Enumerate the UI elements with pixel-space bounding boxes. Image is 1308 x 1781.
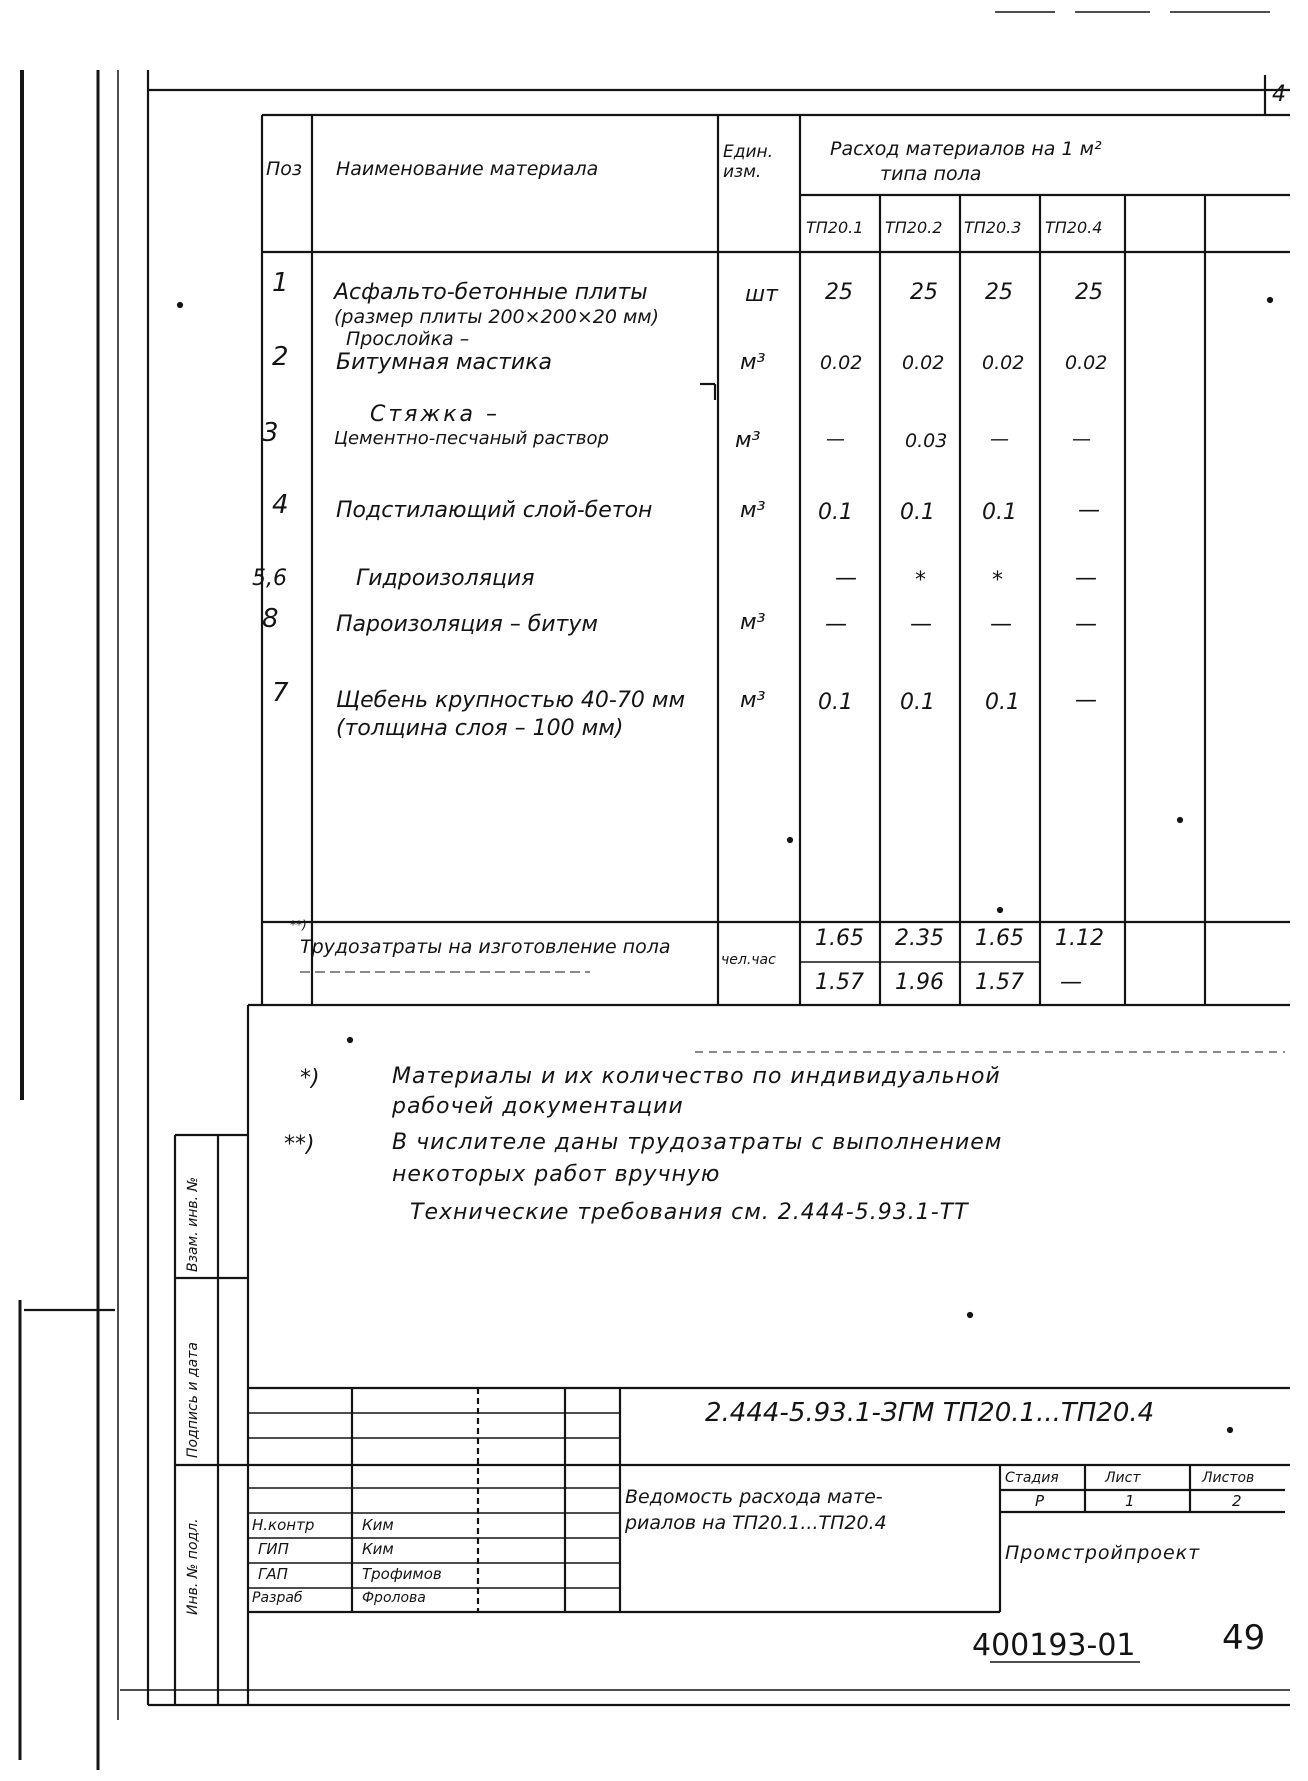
- stage-value: Р: [1035, 1492, 1045, 1510]
- labor-top-1: 1.65: [815, 926, 864, 951]
- labor-top-2: 2.35: [895, 926, 944, 951]
- row-value-3: 0.02: [982, 352, 1025, 374]
- staff-role: Н.контр: [252, 1516, 315, 1534]
- row-name: Гидроизоляция: [356, 566, 535, 591]
- row-value-1: 0.1: [818, 500, 853, 525]
- header-usage: Расход материалов на 1 м²: [830, 138, 1102, 160]
- row-pos: 7: [272, 678, 289, 708]
- row-value-1: —: [835, 566, 857, 591]
- header-unit: Един. изм.: [723, 142, 774, 182]
- row-value-4: 0.02: [1065, 352, 1108, 374]
- staff-name: Фролова: [362, 1590, 426, 1606]
- row-pos: 3: [262, 418, 279, 448]
- row-name: Битумная мастика: [336, 350, 552, 375]
- note-1-line-1: Материалы и их количество по индивидуальной: [392, 1064, 1001, 1089]
- document-title-line-1: Ведомость расхода мате-: [625, 1486, 883, 1508]
- side-label-inv-original: Инв. № подл.: [185, 1518, 201, 1615]
- row-unit: м³: [735, 428, 761, 453]
- side-label-sign-date: Подпись и дата: [185, 1342, 201, 1458]
- staff-name: Ким: [362, 1540, 394, 1558]
- row-name: Щебень крупностью 40-70 мм: [336, 688, 686, 713]
- row-value-4: —: [1072, 428, 1091, 450]
- row-value-3: 25: [985, 280, 1013, 305]
- row-value-3: —: [990, 612, 1012, 637]
- labor-bottom-4: —: [1060, 970, 1082, 995]
- row-name: Подстилающий слой-бетон: [336, 498, 653, 523]
- labor-top-4: 1.12: [1055, 926, 1104, 951]
- row-unit: шт: [745, 282, 778, 307]
- note-2-line-2: некоторых работ вручную: [392, 1162, 721, 1187]
- row-name-2: (размер плиты 200×200×20 мм): [334, 306, 660, 328]
- labor-label: Трудозатраты на изготовление пола: [300, 936, 671, 958]
- note-1-line-2: рабочей документации: [392, 1094, 684, 1119]
- side-label-inv-replacement: Взам. инв. №: [185, 1176, 201, 1272]
- row-value-2: 0.02: [902, 352, 945, 374]
- row-value-3: —: [990, 428, 1009, 450]
- labor-mark: **): [290, 918, 307, 932]
- row-value-2: —: [910, 612, 932, 637]
- row-pos: 2: [272, 342, 289, 372]
- row-name: Асфальто-бетонные плиты: [334, 280, 648, 305]
- row-unit: м³: [740, 350, 766, 375]
- stage-label: Стадия: [1005, 1470, 1059, 1486]
- archive-stamp: 400193-01: [972, 1628, 1136, 1663]
- row-prefix: Стяжка –: [370, 402, 500, 427]
- staff-role: ГИП: [258, 1540, 289, 1558]
- row-value-1: —: [825, 612, 847, 637]
- row-value-2: 25: [910, 280, 938, 305]
- row-name: Цементно-песчаный раствор: [334, 428, 609, 449]
- row-value-1: 0.02: [820, 352, 863, 374]
- header-type-3: ТП20.3: [964, 218, 1022, 237]
- corner-mark: 4: [1272, 82, 1286, 107]
- labor-top-3: 1.65: [975, 926, 1024, 951]
- row-value-4: —: [1078, 498, 1100, 523]
- labor-unit: чел.час: [721, 952, 776, 968]
- row-pos: 4: [272, 490, 289, 520]
- header-name: Наименование материала: [336, 158, 599, 180]
- note-2-line-1: В числителе даны трудозатраты с выполнением: [392, 1130, 1003, 1155]
- row-name: Пароизоляция – битум: [336, 612, 598, 637]
- document-code: 2.444-5.93.1-ЗГМ ТП20.1...ТП20.4: [705, 1398, 1155, 1428]
- note-3: Технические требования см. 2.444-5.93.1-ТТ: [410, 1200, 969, 1225]
- note-2-mark: **): [284, 1132, 315, 1157]
- row-value-3: *: [992, 568, 1003, 593]
- header-type-2: ТП20.2: [885, 218, 943, 237]
- row-unit: м³: [740, 498, 766, 523]
- row-value-3: 0.1: [985, 690, 1020, 715]
- row-value-1: 0.1: [818, 690, 853, 715]
- row-value-4: —: [1075, 688, 1097, 713]
- row-value-2: *: [915, 568, 926, 593]
- row-value-1: 25: [825, 280, 853, 305]
- row-value-4: —: [1075, 566, 1097, 591]
- row-pos: 8: [262, 604, 279, 634]
- row-pos: 5,6: [252, 566, 287, 591]
- note-1-mark: *): [300, 1066, 320, 1091]
- labor-bottom-3: 1.57: [975, 970, 1024, 995]
- page-number: 49: [1222, 1618, 1266, 1658]
- row-value-2: 0.1: [900, 690, 935, 715]
- sheets-label: Листов: [1202, 1470, 1255, 1486]
- row-value-4: 25: [1075, 280, 1103, 305]
- row-value-3: 0.1: [982, 500, 1017, 525]
- labor-bottom-2: 1.96: [895, 970, 944, 995]
- row-value-1: —: [826, 428, 845, 450]
- staff-name: Ким: [362, 1516, 394, 1534]
- organization: Промстройпроект: [1005, 1542, 1201, 1564]
- row-value-2: 0.1: [900, 500, 935, 525]
- row-value-4: —: [1075, 612, 1097, 637]
- labor-bottom-1: 1.57: [815, 970, 864, 995]
- staff-name: Трофимов: [362, 1565, 442, 1583]
- document-title-line-2: риалов на ТП20.1...ТП20.4: [625, 1512, 887, 1534]
- header-pos: Поз: [266, 158, 303, 180]
- sheets-value: 2: [1232, 1492, 1242, 1510]
- staff-role: Разраб: [252, 1590, 303, 1606]
- row-prefix: Прослойка –: [346, 328, 470, 350]
- header-usage-sub: типа пола: [880, 163, 982, 185]
- row-name-2: (толщина слоя – 100 мм): [336, 716, 624, 741]
- row-value-2: 0.03: [905, 430, 948, 452]
- row-pos: 1: [272, 268, 289, 298]
- header-type-1: ТП20.1: [806, 218, 864, 237]
- sheet-value: 1: [1125, 1492, 1135, 1510]
- row-unit: м³: [740, 688, 766, 713]
- sheet-label: Лист: [1105, 1470, 1141, 1486]
- staff-role: ГАП: [258, 1565, 288, 1583]
- header-type-4: ТП20.4: [1045, 218, 1103, 237]
- row-unit: м³: [740, 610, 766, 635]
